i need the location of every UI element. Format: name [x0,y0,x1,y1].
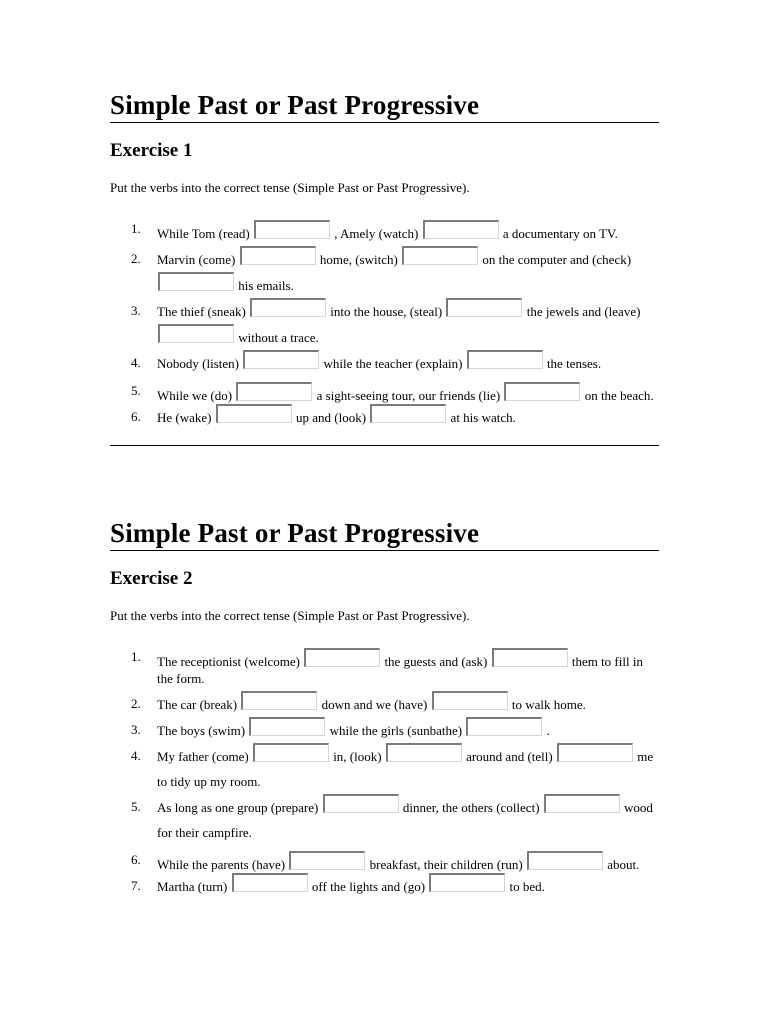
answer-field[interactable] [241,691,317,710]
exercise-2-instruction: Put the verbs into the correct tense (Simple Past or Past Progressive). [110,608,470,623]
item-text: the tenses. [546,356,602,371]
exercise-1-item-1 [110,214,659,242]
item-text: As long as one group (prepare) [157,800,319,815]
answer-field[interactable] [158,272,234,291]
answer-field[interactable] [429,873,505,892]
answer-field[interactable] [323,794,399,813]
exercise-1-item-5 [110,376,659,404]
exercise-2-item-2 [110,691,659,717]
exercise-1-instruction: Put the verbs into the correct tense (Simple Past or Past Progressive). [110,180,470,195]
item-text: breakfast, their children (run) [369,857,523,872]
exercise-1-list [110,214,659,430]
item-text: the jewels and (leave) [526,304,641,319]
item-text: a documentary on TV. [502,226,618,241]
answer-field[interactable] [432,691,508,710]
item-number: 3. [131,722,141,737]
answer-field[interactable] [254,220,330,239]
item-text: The car (break) [157,697,238,712]
exercise-1-item-6 [110,404,659,430]
answer-field[interactable] [386,743,462,762]
answer-field[interactable] [250,298,326,317]
item-number: 7. [131,878,141,893]
answer-field[interactable] [236,382,312,401]
exercise-1-item-2 [110,246,659,298]
item-number: 1. [131,649,141,664]
item-text: My father (come) [157,749,249,764]
item-number: 2. [131,251,141,266]
item-text: , Amely (watch) [334,226,419,241]
item-text: to bed. [509,879,545,894]
answer-field[interactable] [240,246,316,265]
item-number: 5. [131,799,141,814]
answer-field[interactable] [467,350,543,369]
answer-field[interactable] [446,298,522,317]
item-text: While we (do) [157,388,233,403]
item-text: The thief (sneak) [157,304,246,319]
exercise-1-item-4 [110,350,659,376]
item-text: wood for their campfire. [157,800,653,840]
exercise-2-list [110,642,659,899]
answer-field[interactable] [492,648,568,667]
answer-field[interactable] [544,794,620,813]
answer-field[interactable] [527,851,603,870]
exercise-1-end-rule [110,445,659,446]
answer-field[interactable] [423,220,499,239]
exercise-1-title: Simple Past or Past Progressive [110,92,659,123]
item-text: around and (tell) [466,749,553,764]
item-text: Nobody (listen) [157,356,239,371]
item-text: in, (look) [333,749,382,764]
exercise-2-item-7 [110,873,659,899]
answer-field[interactable] [216,404,292,423]
item-number: 5. [131,383,141,398]
item-number: 4. [131,748,141,763]
exercise-1-subtitle: Exercise 1 [110,140,193,161]
answer-field[interactable] [289,851,365,870]
item-text: them to fill in the form. [157,654,643,686]
exercise-2-subtitle: Exercise 2 [110,568,193,589]
item-text: without a trace. [238,330,319,345]
exercise-2-section [110,520,659,920]
exercise-2-item-1 [110,642,659,687]
answer-field[interactable] [504,382,580,401]
item-text: while the girls (sunbathe) [329,723,463,738]
answer-field[interactable] [243,350,319,369]
answer-field[interactable] [370,404,446,423]
item-text: . [546,723,550,738]
exercise-2-item-4 [110,743,659,794]
exercise-2-item-3 [110,717,659,743]
item-number: 6. [131,852,141,867]
answer-field[interactable] [466,717,542,736]
answer-field[interactable] [557,743,633,762]
answer-field[interactable] [158,324,234,343]
item-text: a sight-seeing tour, our friends (lie) [316,388,501,403]
item-text: to walk home. [511,697,586,712]
item-text: on the beach. [584,388,654,403]
exercise-2-item-5 [110,794,659,845]
item-text: on the computer and (check) [482,252,632,267]
item-text: me to tidy up my room. [157,749,654,789]
item-text: off the lights and (go) [311,879,426,894]
item-text: at his watch. [450,410,516,425]
item-text: home, (switch) [319,252,398,267]
answer-field[interactable] [249,717,325,736]
item-number: 1. [131,221,141,236]
item-number: 6. [131,409,141,424]
item-text: into the house, (steal) [330,304,443,319]
item-text: his emails. [238,278,294,293]
answer-field[interactable] [253,743,329,762]
exercise-2-title: Simple Past or Past Progressive [110,520,659,551]
item-text: up and (look) [296,410,367,425]
item-text: the guests and (ask) [384,654,488,669]
item-text: The boys (swim) [157,723,246,738]
item-text: about. [607,857,640,872]
item-text: He (wake) [157,410,212,425]
exercise-2-item-6 [110,845,659,873]
item-number: 4. [131,355,141,370]
item-text: down and we (have) [321,697,428,712]
item-number: 3. [131,303,141,318]
answer-field[interactable] [232,873,308,892]
item-text: Martha (turn) [157,879,228,894]
item-text: dinner, the others (collect) [402,800,540,815]
item-text: While the parents (have) [157,857,286,872]
item-text: Marvin (come) [157,252,236,267]
item-text: The receptionist (welcome) [157,654,300,669]
answer-field[interactable] [402,246,478,265]
item-text: While Tom (read) [157,226,250,241]
exercise-1-item-3 [110,298,659,350]
item-number: 2. [131,696,141,711]
exercise-1-section [110,92,659,452]
item-text: while the teacher (explain) [323,356,463,371]
answer-field[interactable] [304,648,380,667]
